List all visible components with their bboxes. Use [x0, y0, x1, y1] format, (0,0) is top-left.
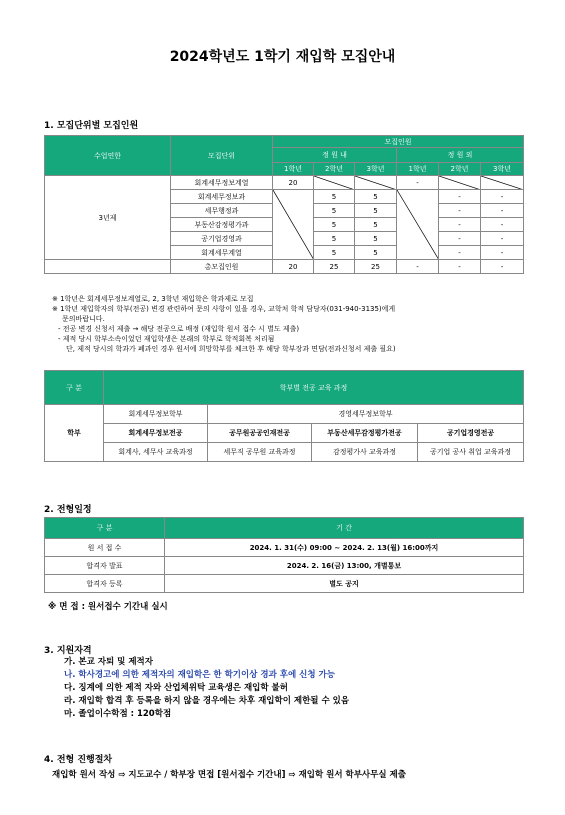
major-name: 회계세무정보전공	[104, 424, 208, 443]
value-cell: 20	[273, 176, 314, 190]
header-division: 구 분	[45, 518, 165, 539]
faculty-label: 학부	[45, 405, 104, 462]
header-unit: 모집단위	[171, 136, 273, 176]
note-line: - 제적 당시 학부소속이었던 재입학생은 본래의 학부로 학적회복 처리됨	[58, 335, 275, 343]
note-line: 단, 제적 당시의 학과가 폐과인 경우 원서에 희망학부를 체크한 후 해당 학부장과 면담(전과신청서 제출 필요)	[66, 345, 396, 353]
quota-table	[44, 135, 524, 274]
value-cell: 20	[273, 260, 314, 274]
grade-header: 3학년	[355, 163, 397, 176]
unit-cell: 회계세무정보계열	[171, 176, 273, 190]
value-cell: -	[481, 232, 524, 246]
list-item: 가. 본교 자퇴 및 제적자	[64, 657, 153, 667]
header-division: 구 분	[45, 371, 104, 405]
value-cell: 5	[314, 190, 355, 204]
schedule-value: 2024. 2. 16(금) 13:00, 개별통보	[165, 557, 524, 575]
value-cell: 25	[355, 260, 397, 274]
grade-header: 1학년	[397, 163, 439, 176]
value-cell: 5	[314, 204, 355, 218]
unit-cell: 회계세무계열	[171, 246, 273, 260]
faculty-name: 회계세무정보학부	[104, 405, 208, 424]
note-line: ※ 1학년은 회계세무정보계열로, 2, 3학년 재입학은 학과제로 모집	[52, 295, 254, 303]
value-cell: -	[481, 218, 524, 232]
section1-heading: 1. 모집단위별 모집인원	[44, 121, 139, 131]
value-cell: -	[439, 190, 481, 204]
unit-cell: 세무행정과	[171, 204, 273, 218]
table-row	[45, 176, 524, 190]
table-row	[45, 557, 524, 575]
note-line: 문의바랍니다.	[62, 315, 105, 323]
value-cell: -	[439, 246, 481, 260]
diag-cell	[481, 176, 524, 190]
header-quota: 모집인원	[273, 136, 524, 148]
value-cell: -	[397, 176, 439, 190]
course-name: 세무직 공무원 교육과정	[208, 443, 312, 462]
section3-heading: 3. 지원자격	[44, 646, 92, 656]
unit-cell: 부동산감정평가과	[171, 218, 273, 232]
unit-cell: 총모집인원	[171, 260, 273, 274]
section2-heading: 2. 전형일정	[44, 505, 92, 515]
header-period: 기 간	[165, 518, 524, 539]
value-cell: -	[481, 190, 524, 204]
value-cell: -	[481, 246, 524, 260]
schedule-table	[44, 517, 524, 593]
value-cell: 5	[355, 232, 397, 246]
value-cell: 5	[355, 204, 397, 218]
table-row	[45, 575, 524, 593]
value-cell: -	[481, 260, 524, 274]
curriculum-table	[44, 370, 524, 462]
diag-cell	[355, 176, 397, 190]
years-cell: 3년제	[45, 176, 171, 260]
grade-header: 3학년	[481, 163, 524, 176]
value-cell: -	[439, 260, 481, 274]
diag-cell	[314, 176, 355, 190]
list-item: 라. 재입학 합격 후 등록을 하지 않을 경우에는 차후 재입학이 제한될 수 있음	[64, 696, 350, 706]
page-title: 2024학년도 1학기 재입학 모집안내	[169, 49, 396, 65]
value-cell: -	[439, 218, 481, 232]
table-row	[45, 539, 524, 557]
schedule-value: 별도 공지	[165, 575, 524, 593]
list-item: 다. 징계에 의한 제적 자와 산업체위탁 교육생은 재입학 불허	[64, 683, 288, 693]
list-item: 마. 졸업이수학점 : 120학점	[64, 709, 172, 719]
unit-cell: 공기업경영과	[171, 232, 273, 246]
major-name: 공기업경영전공	[418, 424, 524, 443]
major-name: 공무원공공인재전공	[208, 424, 312, 443]
grade-header: 1학년	[273, 163, 314, 176]
schedule-label: 합격자 발표	[45, 557, 165, 575]
procedure-text: 재입학 원서 작성 ⇨ 지도교수 / 학부장 면접 [원서접수 기간내] ⇨ 재입학 원서 학부사무실 제출	[52, 770, 406, 780]
course-name: 공기업 공사 취업 교육과정	[418, 443, 524, 462]
value-cell: 5	[314, 218, 355, 232]
total-row	[45, 260, 524, 274]
grade-header: 2학년	[314, 163, 355, 176]
notes-block	[52, 294, 532, 354]
value-cell: 5	[355, 218, 397, 232]
header-out-quota: 정 원 외	[397, 148, 524, 163]
value-cell: -	[439, 204, 481, 218]
schedule-value: 2024. 1. 31(수) 09:00 ~ 2024. 2. 13(월) 16:00까지	[165, 539, 524, 557]
note-line: - 전공 변경 신청서 제출 → 해당 전공으로 배정 (재입학 원서 접수 시 별도 제출)	[58, 325, 300, 333]
value-cell: 5	[355, 246, 397, 260]
diag-cell	[439, 176, 481, 190]
value-cell: -	[481, 204, 524, 218]
value-cell: 5	[355, 190, 397, 204]
value-cell: 5	[314, 246, 355, 260]
schedule-label: 원 서 접 수	[45, 539, 165, 557]
schedule-label: 합격자 등록	[45, 575, 165, 593]
eligibility-list	[64, 656, 349, 721]
interview-note: ※ 면 접 : 원서접수 기간내 실시	[48, 602, 168, 612]
header-course: 학부별 전공 교육 과정	[104, 371, 524, 405]
faculty-name: 경영세무정보학부	[208, 405, 524, 424]
diag-cell	[397, 190, 439, 260]
header-in-quota: 정 원 내	[273, 148, 397, 163]
major-name: 부동산세무감정평가전공	[312, 424, 418, 443]
grade-header: 2학년	[439, 163, 481, 176]
value-cell: 5	[314, 232, 355, 246]
total-empty-cell	[45, 260, 171, 274]
note-line: ※ 1학년 재입학자의 학부(전공) 변경 관련하여 문의 사항이 있을 경우, 교학처 학적 담당자(031-940-3135)에게	[52, 305, 396, 313]
course-name: 회계사, 세무사 교육과정	[104, 443, 208, 462]
unit-cell: 회계세무정보과	[171, 190, 273, 204]
header-years: 수업연한	[45, 136, 171, 176]
value-cell: -	[439, 232, 481, 246]
value-cell: 25	[314, 260, 355, 274]
list-item: 나. 학사경고에 의한 제적자의 재입학은 한 학기이상 경과 후에 신청 가능	[64, 670, 335, 680]
section4-heading: 4. 전형 진행절차	[44, 755, 113, 765]
value-cell: -	[397, 260, 439, 274]
course-name: 감정평가사 교육과정	[312, 443, 418, 462]
diag-cell	[273, 190, 314, 260]
